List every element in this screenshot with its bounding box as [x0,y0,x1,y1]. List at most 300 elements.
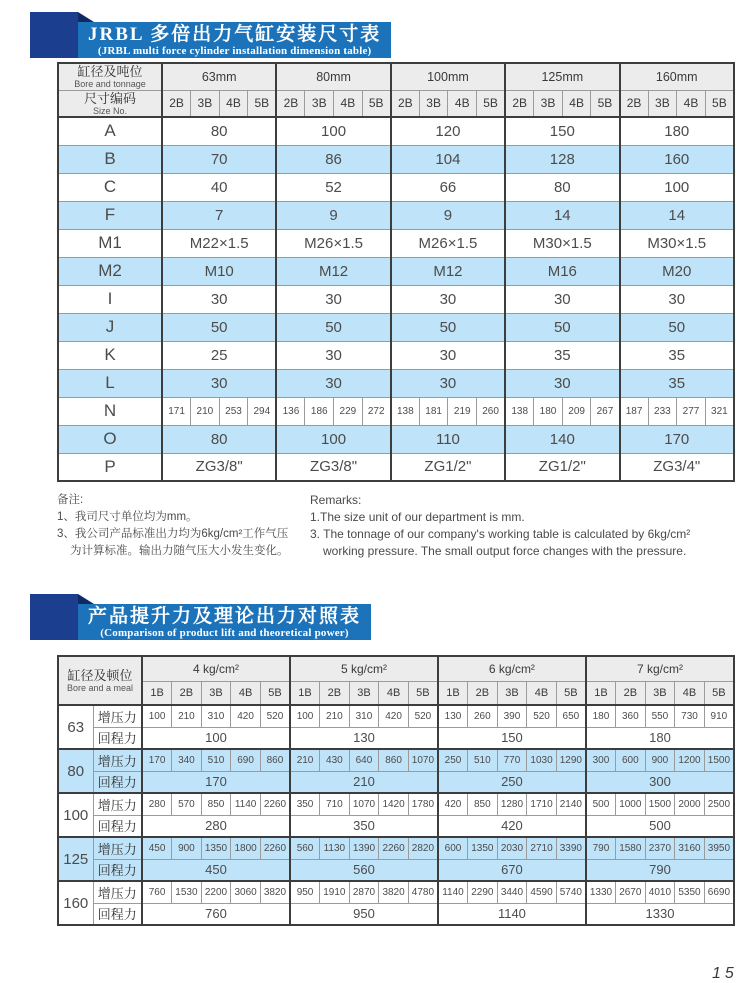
table-row [58,727,734,749]
t2-bore-label: 63 [58,705,93,749]
t1-value-cell: 35 [620,369,735,397]
t2-return-value: 100 [142,727,290,749]
t1-row-label: C [58,173,162,201]
t2-boost-value: 690 [231,749,261,771]
t1-value-cell: M30×1.5 [620,229,735,257]
t2-boost-label: 增压力 [93,881,142,903]
table-row [58,453,734,481]
t1-value-cell: 30 [162,369,276,397]
t2-boost-value: 1290 [556,749,586,771]
t2-return-value: 1140 [438,903,586,925]
t1-value-cell: 14 [620,201,735,229]
t1-value-cell: 294 [248,397,277,425]
t2-boost-value: 350 [290,793,320,815]
t1-value-cell: 140 [505,425,619,453]
t2-boost-value: 260 [468,705,498,727]
remarks-cn [57,492,307,560]
t1-value-cell: 100 [276,117,390,145]
t2-size-code: 2B [172,681,202,705]
t2-boost-value: 1070 [408,749,438,771]
t1-size-code: 3B [191,90,220,117]
t2-boost-value: 310 [349,705,379,727]
t1-value-cell: 80 [505,173,619,201]
t2-size-code: 4B [675,681,705,705]
t2-return-value: 560 [290,859,438,881]
t1-row-label: K [58,341,162,369]
t2-boost-value: 2290 [468,881,498,903]
table-row [58,837,734,859]
t1-value-cell: M26×1.5 [276,229,390,257]
table-row [58,815,734,837]
t2-boost-value: 1070 [349,793,379,815]
dimension-table [57,62,735,482]
t2-pressure-header: 5 kg/cm² [290,656,438,681]
t2-boost-value: 6690 [704,881,734,903]
t2-return-value: 500 [586,815,734,837]
t2-boost-value: 1780 [408,793,438,815]
t1-value-cell: 233 [648,397,677,425]
t2-size-code: 3B [349,681,379,705]
t2-corner-cell: 缸径及顿位 Bore and a meal [58,656,142,705]
remarks-en-line: working pressure. The small output force changes with the pressure. [323,544,687,558]
t2-boost-value: 3820 [379,881,409,903]
t2-size-code: 5B [556,681,586,705]
t2-boost-value: 650 [556,705,586,727]
table-row [58,903,734,925]
t1-value-cell: 30 [391,369,505,397]
t2-return-label: 回程力 [93,859,142,881]
t1-corner-cell: 缸径及吨位 Bore and tonnage [58,63,162,90]
t2-size-code: 5B [408,681,438,705]
remarks-cn-line: 为计算标准。输出力随气压大小发生变化。 [70,545,289,557]
t1-value-cell: 35 [620,341,735,369]
t2-return-value: 180 [586,727,734,749]
t1-value-cell: M20 [620,257,735,285]
t2-boost-value: 2260 [260,837,290,859]
table-row [58,749,734,771]
table-row [58,229,734,257]
t2-boost-value: 1390 [349,837,379,859]
t1-size-code: 2B [505,90,534,117]
t2-boost-value: 510 [468,749,498,771]
t2-boost-value: 210 [172,705,202,727]
t1-value-cell: M10 [162,257,276,285]
t2-boost-value: 570 [172,793,202,815]
t2-pressure-header: 7 kg/cm² [586,656,734,681]
t1-size-code: 5B [362,90,391,117]
t1-value-cell: 120 [391,117,505,145]
t1-size-code: 3B [305,90,334,117]
t1-row-label: P [58,453,162,481]
t2-return-value: 450 [142,859,290,881]
t2-boost-value: 560 [290,837,320,859]
t2-boost-value: 850 [468,793,498,815]
t2-boost-value: 2820 [408,837,438,859]
t1-value-cell: 253 [219,397,248,425]
t2-boost-value: 500 [586,793,616,815]
t1-value-cell: 187 [620,397,649,425]
t2-boost-value: 850 [201,793,231,815]
remarks-en-line: 1.The size unit of our department is mm. [310,510,525,524]
t1-value-cell: 100 [276,425,390,453]
t1-value-cell: M16 [505,257,619,285]
table-row [58,881,734,903]
t1-value-cell: 40 [162,173,276,201]
page-number: 15 [712,965,738,982]
table-row [58,397,734,425]
t1-value-cell: 267 [591,397,620,425]
table2-title-cn: 产品提升力及理论出力对照表 [88,606,362,627]
t2-pressure-header: 4 kg/cm² [142,656,290,681]
t1-value-cell: 160 [620,145,735,173]
t1-value-cell: 150 [505,117,619,145]
t1-value-cell: ZG3/8" [276,453,390,481]
t1-size-code: 5B [248,90,277,117]
t2-size-code: 2B [320,681,350,705]
t2-boost-value: 1330 [586,881,616,903]
t1-value-cell: 25 [162,341,276,369]
t1-size-code: 3B [534,90,563,117]
t2-boost-value: 3950 [704,837,734,859]
t1-value-cell: 50 [162,313,276,341]
t2-boost-value: 420 [438,793,468,815]
t1-value-cell: 219 [448,397,477,425]
t2-boost-value: 2260 [260,793,290,815]
t1-value-cell: M12 [276,257,390,285]
table-row [58,705,734,727]
table-row [58,145,734,173]
t1-size-code: 5B [705,90,734,117]
t2-boost-value: 550 [645,705,675,727]
table2-banner [30,594,370,640]
t1-bore-header: 160mm [620,63,735,90]
t1-row-label: L [58,369,162,397]
t1-value-cell: 50 [505,313,619,341]
t2-boost-value: 900 [645,749,675,771]
t2-return-label: 回程力 [93,727,142,749]
table1-banner [30,12,410,58]
t1-size-code: 5B [477,90,506,117]
t2-boost-value: 2870 [349,881,379,903]
t1-value-cell: 260 [477,397,506,425]
t2-boost-value: 1710 [527,793,557,815]
t1-bore-header: 100mm [391,63,505,90]
t1-size-code: 4B [562,90,591,117]
t1-size-code: 2B [276,90,305,117]
t1-row-label: N [58,397,162,425]
t1-value-cell: 30 [276,369,390,397]
table-row [58,257,734,285]
t1-value-cell: 110 [391,425,505,453]
t1-value-cell: 138 [391,397,420,425]
table-row [58,859,734,881]
t2-boost-value: 520 [408,705,438,727]
t2-boost-value: 170 [142,749,172,771]
t2-boost-value: 2200 [201,881,231,903]
t2-boost-value: 910 [704,705,734,727]
t1-value-cell: 9 [276,201,390,229]
t2-boost-value: 790 [586,837,616,859]
t2-return-value: 950 [290,903,438,925]
t2-size-code: 2B [468,681,498,705]
t1-value-cell: M22×1.5 [162,229,276,257]
t1-size-code: 2B [162,90,191,117]
t2-boost-value: 210 [290,749,320,771]
t1-value-cell: 14 [505,201,619,229]
t2-return-value: 420 [438,815,586,837]
t2-bore-label: 125 [58,837,93,881]
t2-boost-value: 770 [497,749,527,771]
t1-row-label: O [58,425,162,453]
table-row [58,313,734,341]
t1-value-cell: 186 [305,397,334,425]
table-row [58,285,734,313]
t2-size-code: 4B [231,681,261,705]
t1-value-cell: 50 [620,313,735,341]
t2-boost-value: 280 [142,793,172,815]
t2-size-code: 5B [704,681,734,705]
t1-value-cell: M12 [391,257,505,285]
t2-size-code: 1B [290,681,320,705]
t2-boost-value: 1130 [320,837,350,859]
t1-value-cell: 210 [191,397,220,425]
t1-size-label-cell: 尺寸编码 Size No. [58,90,162,117]
t2-boost-value: 1200 [675,749,705,771]
t2-boost-value: 300 [586,749,616,771]
t2-return-value: 300 [586,771,734,793]
remarks-en-line: 3. The tonnage of our company's working table is calculated by 6kg/cm² [310,527,691,541]
t2-boost-value: 4590 [527,881,557,903]
t2-boost-value: 900 [172,837,202,859]
t2-boost-value: 2670 [616,881,646,903]
t1-row-label: A [58,117,162,145]
t1-value-cell: 86 [276,145,390,173]
t2-boost-value: 3390 [556,837,586,859]
t2-boost-value: 100 [142,705,172,727]
t1-value-cell: 50 [276,313,390,341]
t2-boost-value: 2710 [527,837,557,859]
table2-title-en: (Comparison of product lift and theoretical power) [100,627,349,639]
table1-title-en: (JRBL multi force cylinder installation dimension table) [97,45,372,57]
t1-value-cell: 180 [534,397,563,425]
t1-value-cell: 30 [162,285,276,313]
t1-value-cell: 170 [620,425,735,453]
t2-return-value: 170 [142,771,290,793]
t2-return-value: 790 [586,859,734,881]
t2-return-value: 670 [438,859,586,881]
t2-boost-value: 1000 [616,793,646,815]
t2-bore-label: 160 [58,881,93,925]
t2-boost-value: 130 [438,705,468,727]
t2-return-value: 280 [142,815,290,837]
t1-row-label: B [58,145,162,173]
t2-boost-value: 340 [172,749,202,771]
ribbon-square-icon [30,594,78,640]
t1-bore-header: 80mm [276,63,390,90]
t2-boost-value: 1140 [231,793,261,815]
t2-return-value: 760 [142,903,290,925]
t2-boost-value: 390 [497,705,527,727]
t2-size-code: 2B [616,681,646,705]
t2-boost-value: 2500 [704,793,734,815]
t2-boost-value: 430 [320,749,350,771]
table1-banner-body [78,22,391,58]
t1-size-code: 4B [677,90,706,117]
t1-value-cell: 30 [391,341,505,369]
t1-value-cell: 181 [419,397,448,425]
t1-value-cell: 9 [391,201,505,229]
t2-boost-value: 2000 [675,793,705,815]
t2-boost-value: 600 [438,837,468,859]
t1-size-code: 3B [648,90,677,117]
t2-boost-value: 5350 [675,881,705,903]
t2-size-code: 4B [379,681,409,705]
t1-value-cell: 30 [505,285,619,313]
t1-value-cell: M30×1.5 [505,229,619,257]
t1-value-cell: 138 [505,397,534,425]
t2-boost-value: 730 [675,705,705,727]
t2-boost-value: 520 [260,705,290,727]
t1-row-label: M1 [58,229,162,257]
comparison-table [57,655,735,926]
t2-boost-value: 3160 [675,837,705,859]
ribbon-square-icon [30,12,78,58]
t1-value-cell: 100 [620,173,735,201]
remarks-cn-title: 备注: [57,494,84,506]
t2-bore-label: 80 [58,749,93,793]
remarks-en [310,492,740,560]
t1-value-cell: ZG3/8" [162,453,276,481]
t1-bore-header: 125mm [505,63,619,90]
table-row [58,793,734,815]
t2-pressure-header: 6 kg/cm² [438,656,586,681]
t2-boost-value: 4010 [645,881,675,903]
t1-value-cell: 52 [276,173,390,201]
t2-return-value: 210 [290,771,438,793]
t1-value-cell: 7 [162,201,276,229]
t2-return-label: 回程力 [93,815,142,837]
t2-boost-value: 210 [320,705,350,727]
t1-size-code: 5B [591,90,620,117]
t2-boost-value: 100 [290,705,320,727]
t2-boost-value: 420 [231,705,261,727]
t1-value-cell: 80 [162,425,276,453]
t1-size-code: 4B [334,90,363,117]
t2-boost-value: 2140 [556,793,586,815]
table-row [58,771,734,793]
t2-boost-value: 1500 [704,749,734,771]
remarks-cn-line: 1、我司尺寸单位均为mm。 [57,511,198,523]
remarks-en-title: Remarks: [310,493,362,507]
t1-value-cell: 30 [505,369,619,397]
t1-size-code: 4B [448,90,477,117]
t2-bore-label: 100 [58,793,93,837]
table-row [58,201,734,229]
t1-value-cell: 80 [162,117,276,145]
t2-size-code: 3B [497,681,527,705]
t1-value-cell: 30 [391,285,505,313]
t2-boost-value: 860 [260,749,290,771]
t1-value-cell: 136 [276,397,305,425]
t2-boost-value: 1910 [320,881,350,903]
t1-value-cell: 30 [276,285,390,313]
t2-boost-value: 1530 [172,881,202,903]
t1-size-code: 2B [620,90,649,117]
t2-boost-value: 520 [527,705,557,727]
t2-size-code: 1B [586,681,616,705]
t1-value-cell: 171 [162,397,191,425]
t2-boost-value: 1030 [527,749,557,771]
t2-boost-value: 310 [201,705,231,727]
ribbon-fold-icon [78,594,94,604]
t2-boost-value: 4780 [408,881,438,903]
t2-return-label: 回程力 [93,903,142,925]
table-row [58,117,734,145]
t2-boost-value: 760 [142,881,172,903]
t2-boost-value: 950 [290,881,320,903]
t1-value-cell: 30 [276,341,390,369]
t1-row-label: I [58,285,162,313]
ribbon-fold-icon [78,12,94,22]
t2-boost-value: 5740 [556,881,586,903]
t1-value-cell: 104 [391,145,505,173]
t2-boost-value: 1350 [201,837,231,859]
t2-boost-label: 增压力 [93,837,142,859]
t2-boost-value: 1580 [616,837,646,859]
t2-boost-value: 1140 [438,881,468,903]
table2-banner-body [78,604,371,640]
t2-boost-label: 增压力 [93,705,142,727]
t2-boost-value: 2030 [497,837,527,859]
t2-boost-value: 710 [320,793,350,815]
t2-boost-value: 360 [616,705,646,727]
t1-value-cell: ZG1/2" [391,453,505,481]
t1-value-cell: 30 [620,285,735,313]
t2-boost-value: 1280 [497,793,527,815]
t2-boost-value: 510 [201,749,231,771]
table-row [58,341,734,369]
t2-boost-value: 2370 [645,837,675,859]
t1-value-cell: 50 [391,313,505,341]
t1-value-cell: ZG3/4" [620,453,735,481]
t1-bore-header: 63mm [162,63,276,90]
t1-size-code: 3B [419,90,448,117]
table-row [58,425,734,453]
t2-size-code: 1B [142,681,172,705]
t2-size-code: 4B [527,681,557,705]
table1-title-cn: JRBL 多倍出力气缸安装尺寸表 [88,24,382,45]
table-row [58,369,734,397]
t2-size-code: 5B [260,681,290,705]
t1-size-code: 4B [219,90,248,117]
t2-return-label: 回程力 [93,771,142,793]
t1-row-label: J [58,313,162,341]
t2-boost-value: 420 [379,705,409,727]
table-row [58,173,734,201]
t2-boost-value: 3820 [260,881,290,903]
t1-value-cell: 277 [677,397,706,425]
t2-boost-value: 860 [379,749,409,771]
t2-boost-label: 增压力 [93,749,142,771]
t2-boost-value: 450 [142,837,172,859]
t2-return-value: 150 [438,727,586,749]
t1-value-cell: 35 [505,341,619,369]
t2-boost-value: 1350 [468,837,498,859]
t2-boost-label: 增压力 [93,793,142,815]
t2-boost-value: 180 [586,705,616,727]
t2-boost-value: 1800 [231,837,261,859]
t2-boost-value: 2260 [379,837,409,859]
